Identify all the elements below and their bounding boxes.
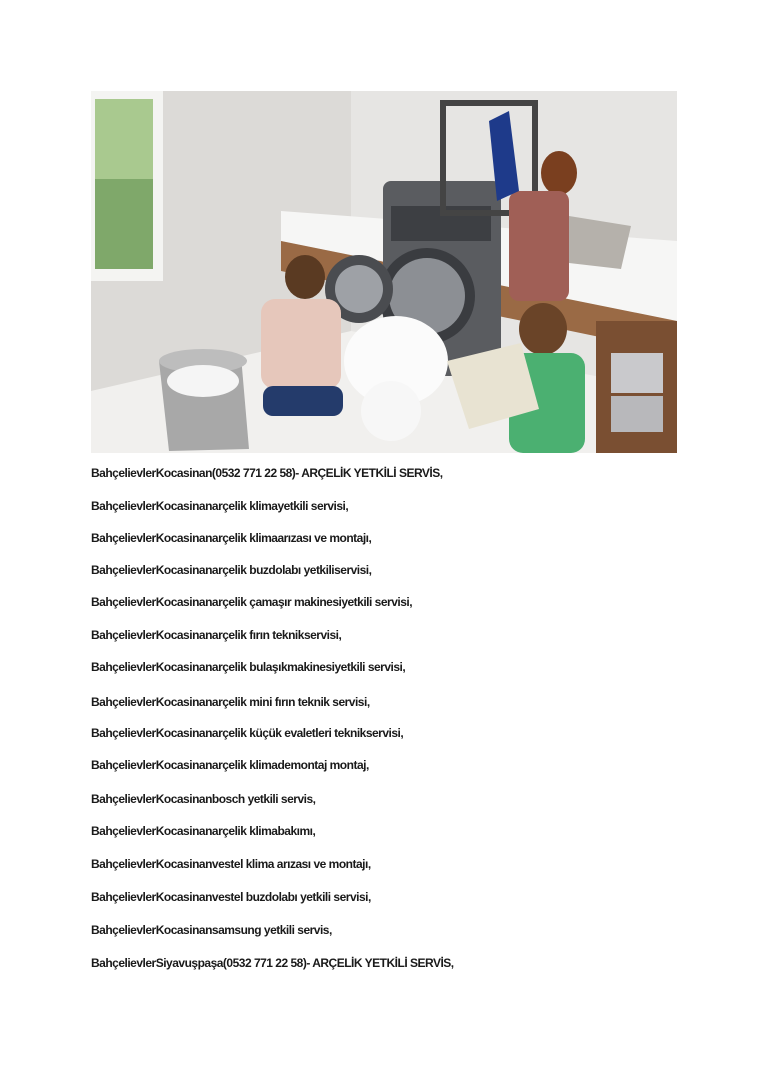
service-line: BahçelievlerKocasinansamsung yetkili servis, [91, 923, 332, 937]
service-line: BahçelievlerKocasinanarçelik klimayetkili servisi, [91, 499, 349, 513]
service-line: BahçelievlerKocasinanarçelik buzdolabı yetkiliservisi, [91, 563, 372, 577]
service-line: BahçelievlerKocasinanvestel klima arızası ve montajı, [91, 857, 371, 871]
service-line: BahçelievlerKocasinan(0532 771 22 58)- ARÇELİK YETKİLİ SERVİS, [91, 466, 443, 480]
service-line: BahçelievlerKocasinanarçelik bulaşıkmakinesiyetkili servisi, [91, 660, 406, 674]
laundry-family-photo-icon [91, 91, 677, 453]
laundry-photo [91, 91, 677, 453]
service-line: BahçelievlerKocasinanarçelik fırın teknikservisi, [91, 628, 342, 642]
service-line: BahçelievlerKocasinanarçelik küçük evaletleri teknikservisi, [91, 726, 404, 740]
service-line: BahçelievlerKocasinanvestel buzdolabı yetkili servisi, [91, 890, 371, 904]
service-line: BahçelievlerKocasinanarçelik mini fırın teknik servisi, [91, 695, 370, 709]
service-line: BahçelievlerSiyavuşpaşa(0532 771 22 58)- ARÇELİK YETKİLİ SERVİS, [91, 956, 454, 970]
service-line: BahçelievlerKocasinanarçelik klimademontaj montaj, [91, 758, 369, 772]
service-line: BahçelievlerKocasinanbosch yetkili servis, [91, 792, 316, 806]
service-line: BahçelievlerKocasinanarçelik klimaarızası ve montajı, [91, 531, 372, 545]
service-line: BahçelievlerKocasinanarçelik çamaşır makinesiyetkili servisi, [91, 595, 413, 609]
service-line: BahçelievlerKocasinanarçelik klimabakımı, [91, 824, 316, 838]
